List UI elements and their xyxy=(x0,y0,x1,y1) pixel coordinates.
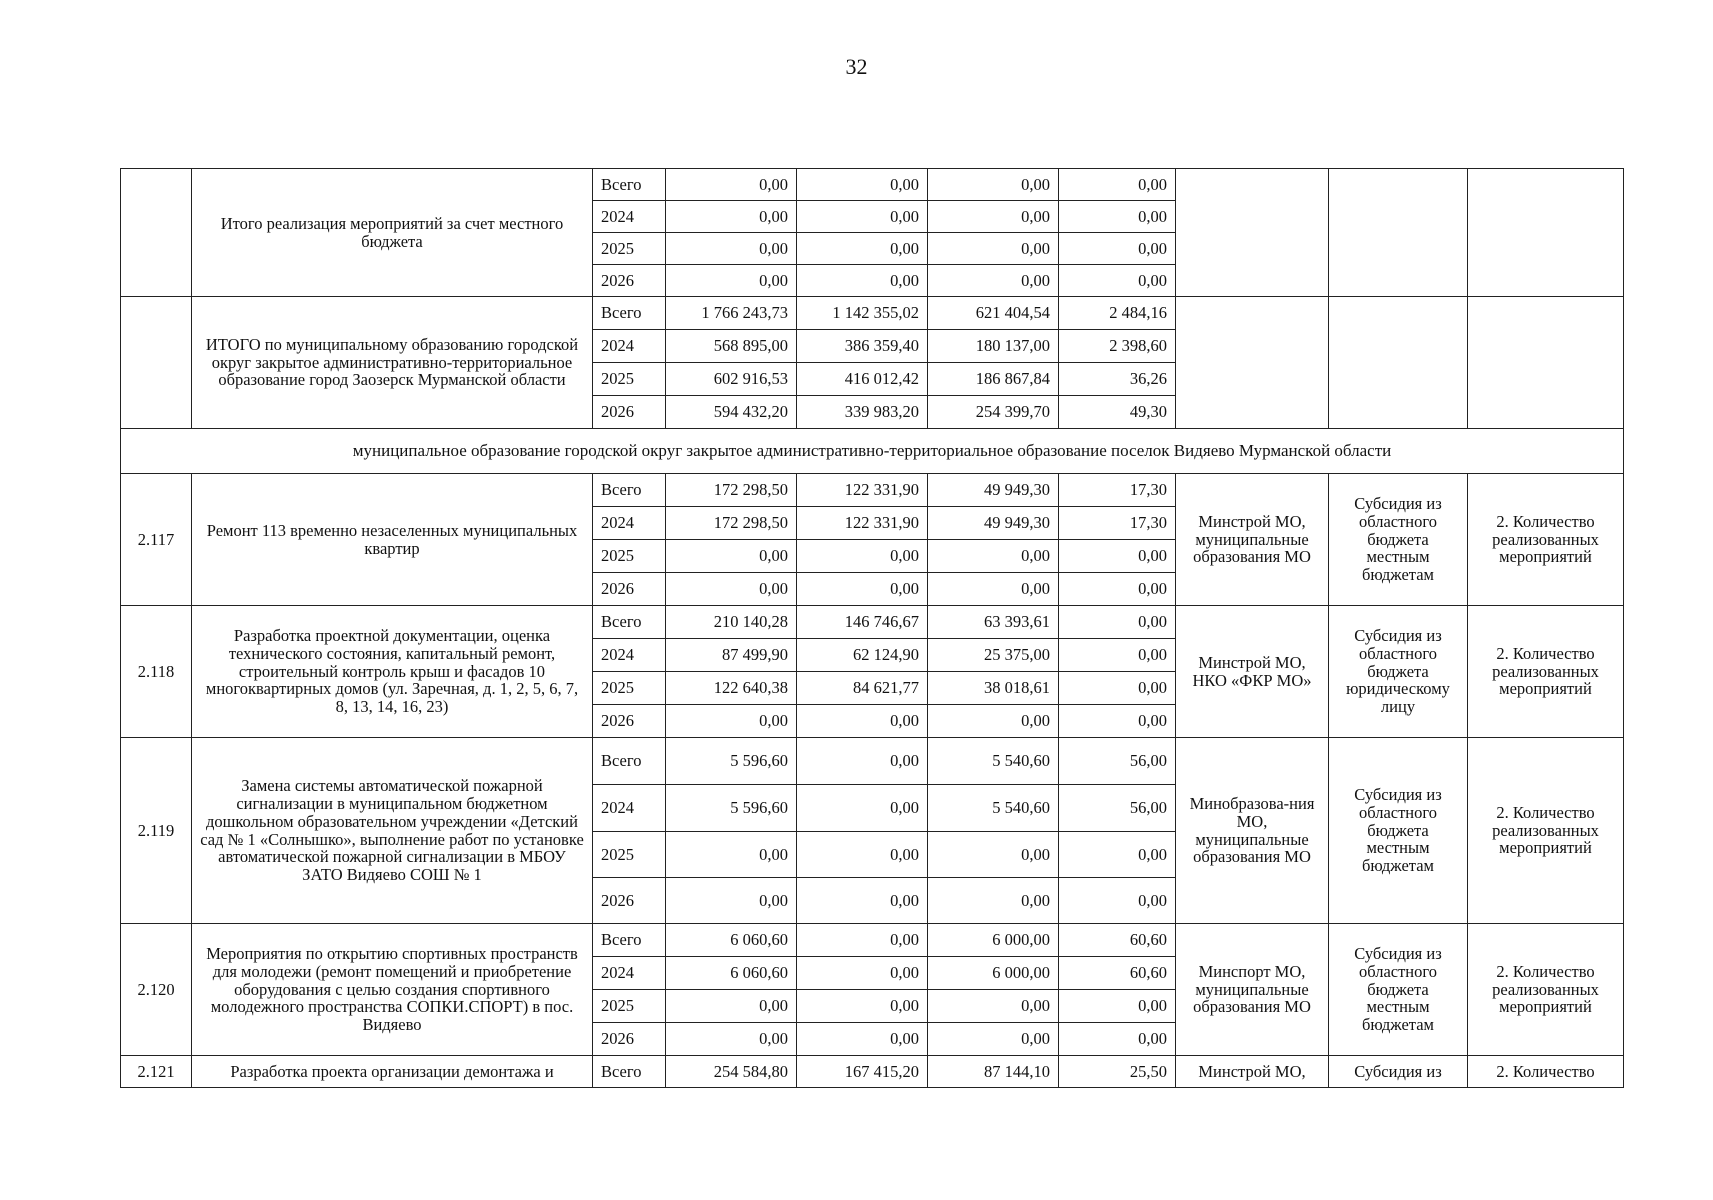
indicator-cell: 2. Количество реализованных мероприятий xyxy=(1468,924,1624,1056)
amount-cell-v3: 0,00 xyxy=(928,540,1059,573)
indicator-cell xyxy=(1468,297,1624,429)
amount-cell-v1: 0,00 xyxy=(666,265,797,297)
amount-cell-v4: 49,30 xyxy=(1059,396,1176,429)
amount-cell-v1: 0,00 xyxy=(666,990,797,1023)
amount-cell-v4: 0,00 xyxy=(1059,878,1176,924)
amount-cell-v3: 180 137,00 xyxy=(928,330,1059,363)
amount-cell-v2: 339 983,20 xyxy=(797,396,928,429)
item-number-cell xyxy=(121,169,192,297)
year-cell: 2024 xyxy=(593,785,666,832)
amount-cell-v2: 0,00 xyxy=(797,265,928,297)
amount-cell-v1: 172 298,50 xyxy=(666,507,797,540)
amount-cell-v4: 0,00 xyxy=(1059,573,1176,606)
amount-cell-v4: 17,30 xyxy=(1059,507,1176,540)
table-row xyxy=(121,738,1624,785)
indicator-cell: 2. Количество xyxy=(1468,1056,1624,1088)
item-number-cell: 2.118 xyxy=(121,606,192,738)
executor-cell: Минстрой МО, xyxy=(1176,1056,1329,1088)
amount-cell-v3: 5 540,60 xyxy=(928,738,1059,785)
amount-cell-v3: 0,00 xyxy=(928,265,1059,297)
funding-form-cell: Субсидия из областного бюджета юридическому лицу xyxy=(1329,606,1468,738)
amount-cell-v1: 0,00 xyxy=(666,878,797,924)
amount-cell-v3: 0,00 xyxy=(928,169,1059,201)
executor-cell: Минобразова-ния МО, муниципальные образования МО xyxy=(1176,738,1329,924)
year-cell: Всего xyxy=(593,606,666,639)
amount-cell-v4: 2 398,60 xyxy=(1059,330,1176,363)
item-name-cell: ИТОГО по муниципальному образованию городской округ закрытое административно-территориальное образование город Заозерск Мурманской области xyxy=(192,297,593,429)
amount-cell-v2: 0,00 xyxy=(797,201,928,233)
year-cell: 2025 xyxy=(593,233,666,265)
amount-cell-v1: 0,00 xyxy=(666,201,797,233)
amount-cell-v4: 56,00 xyxy=(1059,785,1176,832)
amount-cell-v3: 87 144,10 xyxy=(928,1056,1059,1088)
amount-cell-v1: 0,00 xyxy=(666,1023,797,1056)
amount-cell-v4: 0,00 xyxy=(1059,1023,1176,1056)
year-cell: 2025 xyxy=(593,540,666,573)
amount-cell-v3: 6 000,00 xyxy=(928,957,1059,990)
year-cell: 2026 xyxy=(593,1023,666,1056)
executor-cell: Минспорт МО, муниципальные образования МО xyxy=(1176,924,1329,1056)
table-row xyxy=(121,297,1624,330)
amount-cell-v3: 186 867,84 xyxy=(928,363,1059,396)
amount-cell-v3: 49 949,30 xyxy=(928,474,1059,507)
amount-cell-v2: 386 359,40 xyxy=(797,330,928,363)
year-cell: 2024 xyxy=(593,507,666,540)
item-name-cell: Разработка проекта организации демонтажа и xyxy=(192,1056,593,1088)
amount-cell-v4: 0,00 xyxy=(1059,233,1176,265)
year-cell: 2024 xyxy=(593,957,666,990)
amount-cell-v1: 172 298,50 xyxy=(666,474,797,507)
year-cell: 2025 xyxy=(593,832,666,878)
item-name-cell: Ремонт 113 временно незаселенных муниципальных квартир xyxy=(192,474,593,606)
amount-cell-v3: 0,00 xyxy=(928,233,1059,265)
executor-cell: Минстрой МО, муниципальные образования МО xyxy=(1176,474,1329,606)
indicator-cell: 2. Количество реализованных мероприятий xyxy=(1468,606,1624,738)
item-number-cell: 2.117 xyxy=(121,474,192,606)
amount-cell-v1: 568 895,00 xyxy=(666,330,797,363)
amount-cell-v2: 0,00 xyxy=(797,1023,928,1056)
amount-cell-v4: 17,30 xyxy=(1059,474,1176,507)
amount-cell-v4: 0,00 xyxy=(1059,540,1176,573)
amount-cell-v1: 594 432,20 xyxy=(666,396,797,429)
amount-cell-v2: 0,00 xyxy=(797,878,928,924)
amount-cell-v2: 84 621,77 xyxy=(797,672,928,705)
amount-cell-v1: 6 060,60 xyxy=(666,924,797,957)
year-cell: 2025 xyxy=(593,990,666,1023)
budget-table xyxy=(120,168,1624,1088)
amount-cell-v2: 62 124,90 xyxy=(797,639,928,672)
amount-cell-v1: 210 140,28 xyxy=(666,606,797,639)
table-row xyxy=(121,474,1624,507)
amount-cell-v1: 1 766 243,73 xyxy=(666,297,797,330)
year-cell: 2026 xyxy=(593,573,666,606)
amount-cell-v4: 36,26 xyxy=(1059,363,1176,396)
item-name-cell: Мероприятия по открытию спортивных пространств для молодежи (ремонт помещений и приобретение оборудования с целью создания спортивного молодежного пространства СОПКИ.СПОРТ) в пос. Видяево xyxy=(192,924,593,1056)
amount-cell-v3: 49 949,30 xyxy=(928,507,1059,540)
executor-cell xyxy=(1176,169,1329,297)
amount-cell-v2: 146 746,67 xyxy=(797,606,928,639)
table-row xyxy=(121,1056,1624,1088)
amount-cell-v1: 87 499,90 xyxy=(666,639,797,672)
item-name-cell: Итого реализация мероприятий за счет местного бюджета xyxy=(192,169,593,297)
year-cell: 2025 xyxy=(593,672,666,705)
amount-cell-v1: 122 640,38 xyxy=(666,672,797,705)
amount-cell-v4: 0,00 xyxy=(1059,990,1176,1023)
year-cell: 2026 xyxy=(593,265,666,297)
amount-cell-v1: 602 916,53 xyxy=(666,363,797,396)
amount-cell-v4: 0,00 xyxy=(1059,672,1176,705)
amount-cell-v1: 0,00 xyxy=(666,540,797,573)
amount-cell-v1: 0,00 xyxy=(666,573,797,606)
indicator-cell: 2. Количество реализованных мероприятий xyxy=(1468,474,1624,606)
year-cell: Всего xyxy=(593,1056,666,1088)
item-name-cell: Разработка проектной документации, оценка технического состояния, капитальный ремонт, строительный контроль крыш и фасадов 10 многоквартирных домов (ул. Заречная, д. 1, 2, 5, 6, 7, 8, 13, 14, 16, 23) xyxy=(192,606,593,738)
amount-cell-v1: 0,00 xyxy=(666,832,797,878)
item-number-cell: 2.121 xyxy=(121,1056,192,1088)
amount-cell-v3: 0,00 xyxy=(928,1023,1059,1056)
amount-cell-v3: 38 018,61 xyxy=(928,672,1059,705)
amount-cell-v3: 63 393,61 xyxy=(928,606,1059,639)
amount-cell-v2: 0,00 xyxy=(797,169,928,201)
indicator-cell xyxy=(1468,169,1624,297)
amount-cell-v4: 0,00 xyxy=(1059,201,1176,233)
amount-cell-v2: 0,00 xyxy=(797,738,928,785)
executor-cell: Минстрой МО, НКО «ФКР МО» xyxy=(1176,606,1329,738)
amount-cell-v4: 56,00 xyxy=(1059,738,1176,785)
year-cell: 2026 xyxy=(593,396,666,429)
year-cell: 2025 xyxy=(593,363,666,396)
amount-cell-v4: 0,00 xyxy=(1059,265,1176,297)
amount-cell-v3: 0,00 xyxy=(928,573,1059,606)
amount-cell-v2: 122 331,90 xyxy=(797,474,928,507)
page-number: 32 xyxy=(845,54,868,79)
funding-form-cell xyxy=(1329,297,1468,429)
funding-form-cell: Субсидия из областного бюджета местным бюджетам xyxy=(1329,924,1468,1056)
amount-cell-v1: 6 060,60 xyxy=(666,957,797,990)
table-row xyxy=(121,169,1624,201)
amount-cell-v3: 0,00 xyxy=(928,201,1059,233)
year-cell: Всего xyxy=(593,169,666,201)
amount-cell-v2: 0,00 xyxy=(797,540,928,573)
amount-cell-v4: 0,00 xyxy=(1059,832,1176,878)
item-number-cell: 2.120 xyxy=(121,924,192,1056)
amount-cell-v2: 416 012,42 xyxy=(797,363,928,396)
amount-cell-v4: 60,60 xyxy=(1059,957,1176,990)
amount-cell-v2: 0,00 xyxy=(797,233,928,265)
section-header-row xyxy=(121,429,1624,474)
year-cell: 2026 xyxy=(593,705,666,738)
amount-cell-v1: 5 596,60 xyxy=(666,785,797,832)
amount-cell-v3: 0,00 xyxy=(928,990,1059,1023)
amount-cell-v3: 0,00 xyxy=(928,705,1059,738)
amount-cell-v3: 0,00 xyxy=(928,832,1059,878)
item-number-cell xyxy=(121,297,192,429)
amount-cell-v4: 60,60 xyxy=(1059,924,1176,957)
amount-cell-v3: 254 399,70 xyxy=(928,396,1059,429)
amount-cell-v4: 0,00 xyxy=(1059,705,1176,738)
amount-cell-v1: 254 584,80 xyxy=(666,1056,797,1088)
amount-cell-v2: 0,00 xyxy=(797,957,928,990)
amount-cell-v3: 5 540,60 xyxy=(928,785,1059,832)
amount-cell-v2: 1 142 355,02 xyxy=(797,297,928,330)
amount-cell-v1: 5 596,60 xyxy=(666,738,797,785)
amount-cell-v2: 0,00 xyxy=(797,924,928,957)
funding-form-cell: Субсидия из xyxy=(1329,1056,1468,1088)
amount-cell-v4: 0,00 xyxy=(1059,169,1176,201)
amount-cell-v4: 25,50 xyxy=(1059,1056,1176,1088)
year-cell: 2024 xyxy=(593,639,666,672)
amount-cell-v4: 2 484,16 xyxy=(1059,297,1176,330)
amount-cell-v4: 0,00 xyxy=(1059,639,1176,672)
amount-cell-v1: 0,00 xyxy=(666,705,797,738)
amount-cell-v2: 0,00 xyxy=(797,705,928,738)
year-cell: Всего xyxy=(593,924,666,957)
amount-cell-v2: 0,00 xyxy=(797,573,928,606)
indicator-cell: 2. Количество реализованных мероприятий xyxy=(1468,738,1624,924)
amount-cell-v3: 25 375,00 xyxy=(928,639,1059,672)
table-row xyxy=(121,606,1624,639)
amount-cell-v1: 0,00 xyxy=(666,169,797,201)
year-cell: 2026 xyxy=(593,878,666,924)
section-title: муниципальное образование городской округ закрытое административно-территориальное образование поселок Видяево Мурманской области xyxy=(121,429,1624,474)
amount-cell-v3: 6 000,00 xyxy=(928,924,1059,957)
amount-cell-v2: 0,00 xyxy=(797,785,928,832)
year-cell: 2024 xyxy=(593,330,666,363)
amount-cell-v3: 621 404,54 xyxy=(928,297,1059,330)
amount-cell-v1: 0,00 xyxy=(666,233,797,265)
year-cell: Всего xyxy=(593,474,666,507)
amount-cell-v2: 0,00 xyxy=(797,990,928,1023)
item-name-cell: Замена системы автоматической пожарной сигнализации в муниципальном бюджетном дошкольном образовательном учреждении «Детский сад № 1 «Солнышко», выполнение работ по установке автоматической пожарной сигнализации в МБОУ ЗАТО Видяево СОШ № 1 xyxy=(192,738,593,924)
year-cell: 2024 xyxy=(593,201,666,233)
amount-cell-v4: 0,00 xyxy=(1059,606,1176,639)
year-cell: Всего xyxy=(593,738,666,785)
funding-form-cell: Субсидия из областного бюджета местным бюджетам xyxy=(1329,474,1468,606)
year-cell: Всего xyxy=(593,297,666,330)
amount-cell-v2: 167 415,20 xyxy=(797,1056,928,1088)
table-row xyxy=(121,924,1624,957)
amount-cell-v2: 122 331,90 xyxy=(797,507,928,540)
amount-cell-v3: 0,00 xyxy=(928,878,1059,924)
funding-form-cell xyxy=(1329,169,1468,297)
amount-cell-v2: 0,00 xyxy=(797,832,928,878)
executor-cell xyxy=(1176,297,1329,429)
funding-form-cell: Субсидия из областного бюджета местным бюджетам xyxy=(1329,738,1468,924)
item-number-cell: 2.119 xyxy=(121,738,192,924)
